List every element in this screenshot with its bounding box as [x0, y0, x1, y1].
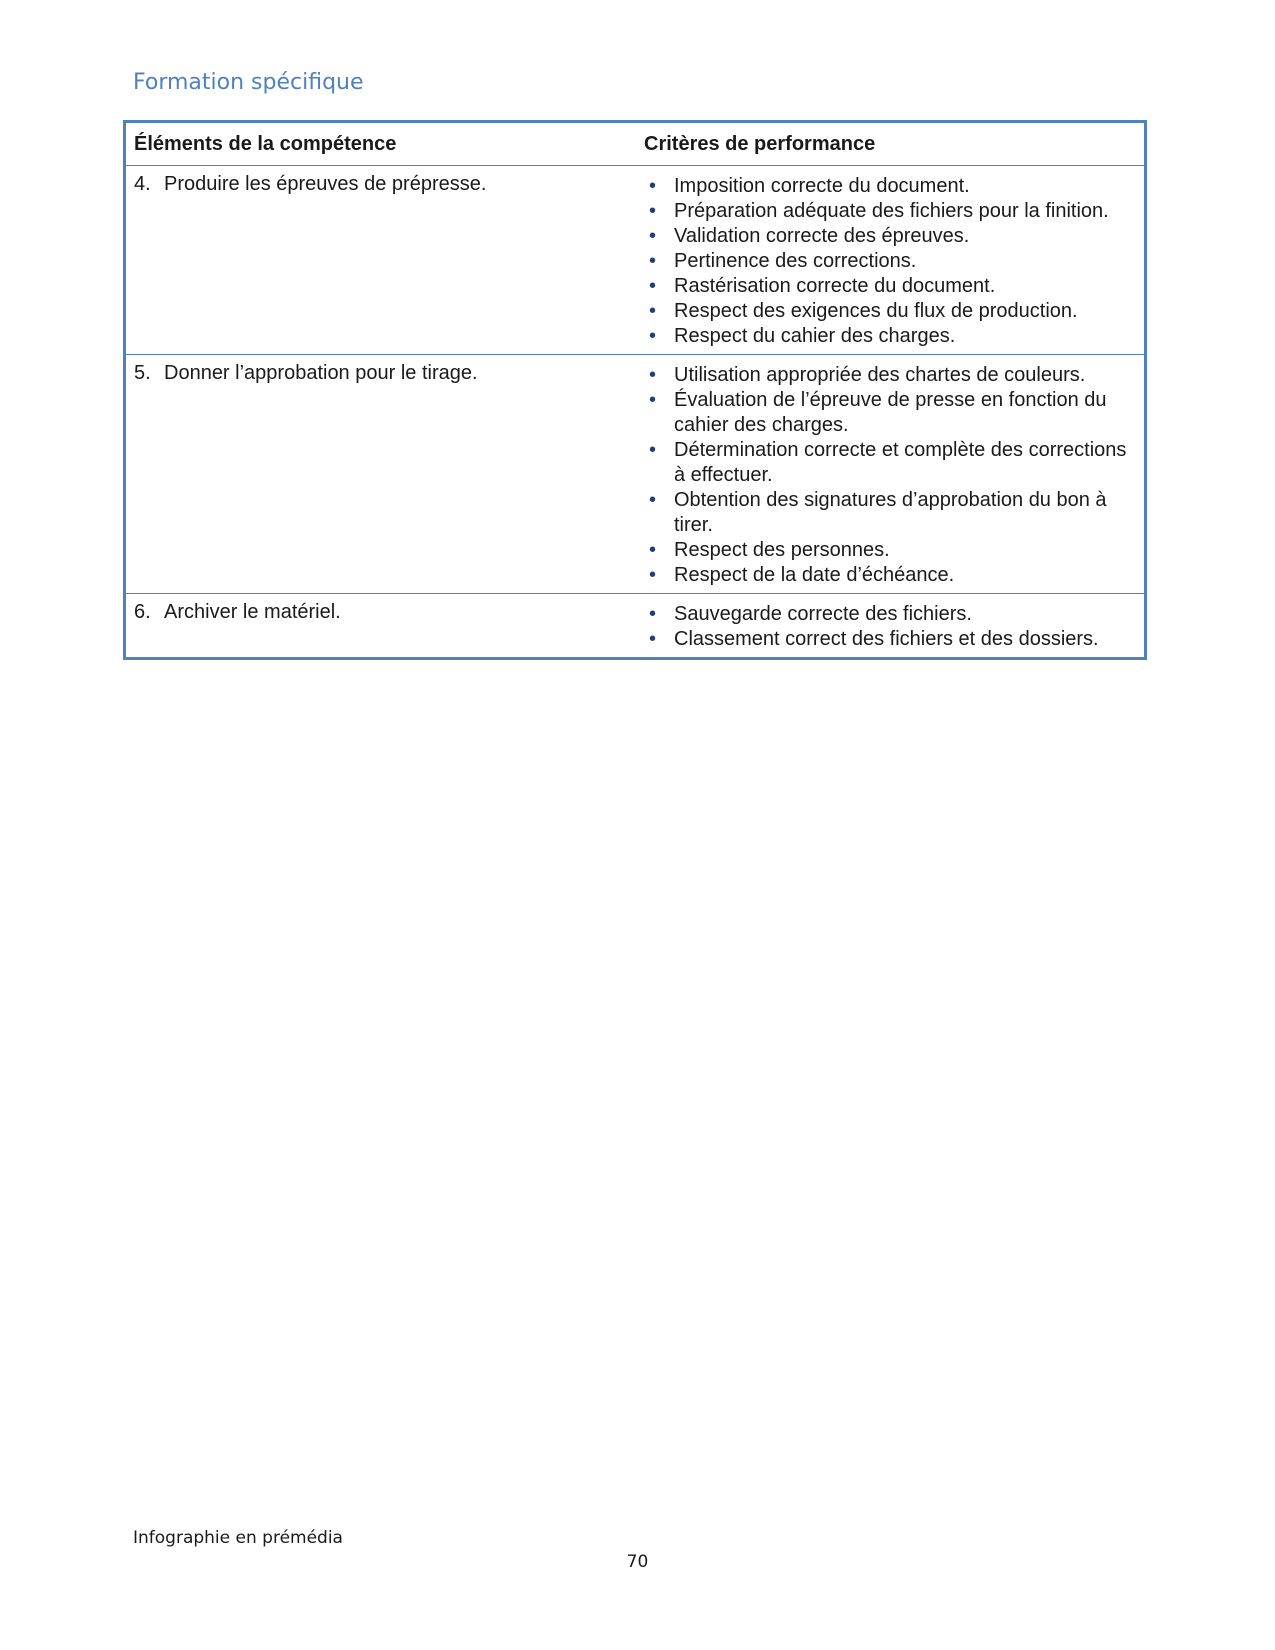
element-number: 6.	[134, 601, 151, 623]
criteria-item	[644, 602, 1136, 627]
table-row	[126, 355, 1144, 594]
criteria-item	[644, 488, 1136, 538]
criteria-text: Pertinence des corrections.	[674, 250, 917, 272]
criteria-item	[644, 563, 1136, 588]
table-row	[126, 594, 1144, 658]
criteria-list	[644, 602, 1136, 652]
criteria-item	[644, 274, 1136, 299]
bullet-icon: •	[649, 300, 657, 322]
criteria-list	[644, 363, 1136, 588]
bullet-icon: •	[649, 489, 657, 511]
criteria-cell	[636, 355, 1144, 594]
competence-table	[123, 120, 1147, 660]
criteria-item	[644, 388, 1136, 438]
element-cell	[126, 594, 636, 658]
criteria-text: Rastérisation correcte du document.	[674, 275, 996, 297]
footer-program: Infographie en prémédia	[133, 1528, 343, 1548]
criteria-text: Utilisation appropriée des chartes de couleurs.	[674, 364, 1086, 386]
element-text: Donner l’approbation pour le tirage.	[164, 362, 478, 384]
criteria-item	[644, 199, 1136, 224]
element-number: 5.	[134, 362, 151, 384]
element-number: 4.	[134, 173, 151, 195]
bullet-icon: •	[649, 603, 657, 625]
criteria-text: Respect de la date d’échéance.	[674, 564, 955, 586]
bullet-icon: •	[649, 628, 657, 650]
bullet-icon: •	[649, 325, 657, 347]
criteria-item	[644, 224, 1136, 249]
criteria-item	[644, 363, 1136, 388]
criteria-text: Respect du cahier des charges.	[674, 325, 956, 347]
criteria-text: Validation correcte des épreuves.	[674, 225, 970, 247]
criteria-text: Imposition correcte du document.	[674, 175, 970, 197]
criteria-item	[644, 538, 1136, 563]
criteria-text: Obtention des signatures d’approbation du bon à tirer.	[674, 489, 1107, 536]
criteria-item	[644, 438, 1136, 488]
bullet-icon: •	[649, 225, 657, 247]
table-body	[126, 166, 1144, 658]
criteria-item	[644, 299, 1136, 324]
criteria-text: Respect des exigences du flux de production.	[674, 300, 1078, 322]
bullet-icon: •	[649, 175, 657, 197]
bullet-icon: •	[649, 564, 657, 586]
criteria-cell	[636, 594, 1144, 658]
criteria-text: Respect des personnes.	[674, 539, 890, 561]
header-criteria: Critères de performance	[636, 123, 1144, 166]
criteria-text: Classement correct des fichiers et des dossiers.	[674, 628, 1099, 650]
bullet-icon: •	[649, 364, 657, 386]
page-number: 70	[626, 1552, 649, 1572]
bullet-icon: •	[649, 389, 657, 411]
criteria-text: Préparation adéquate des fichiers pour la finition.	[674, 200, 1109, 222]
header-elements: Éléments de la compétence	[126, 123, 636, 166]
criteria-item	[644, 174, 1136, 199]
criteria-list	[644, 174, 1136, 349]
criteria-text: Évaluation de l’épreuve de presse en fonction du cahier des charges.	[674, 389, 1107, 436]
criteria-item	[644, 249, 1136, 274]
criteria-item	[644, 324, 1136, 349]
bullet-icon: •	[649, 539, 657, 561]
bullet-icon: •	[649, 250, 657, 272]
section-title: Formation spécifique	[133, 70, 364, 95]
criteria-text: Détermination correcte et complète des corrections à effectuer.	[674, 439, 1127, 486]
table-row	[126, 166, 1144, 355]
element-cell	[126, 355, 636, 594]
table-header-row	[126, 123, 1144, 166]
criteria-item	[644, 627, 1136, 652]
element-text: Produire les épreuves de prépresse.	[164, 173, 487, 195]
element-text: Archiver le matériel.	[164, 601, 341, 623]
bullet-icon: •	[649, 439, 657, 461]
bullet-icon: •	[649, 200, 657, 222]
criteria-cell	[636, 166, 1144, 355]
bullet-icon: •	[649, 275, 657, 297]
element-cell	[126, 166, 636, 355]
criteria-text: Sauvegarde correcte des fichiers.	[674, 603, 972, 625]
